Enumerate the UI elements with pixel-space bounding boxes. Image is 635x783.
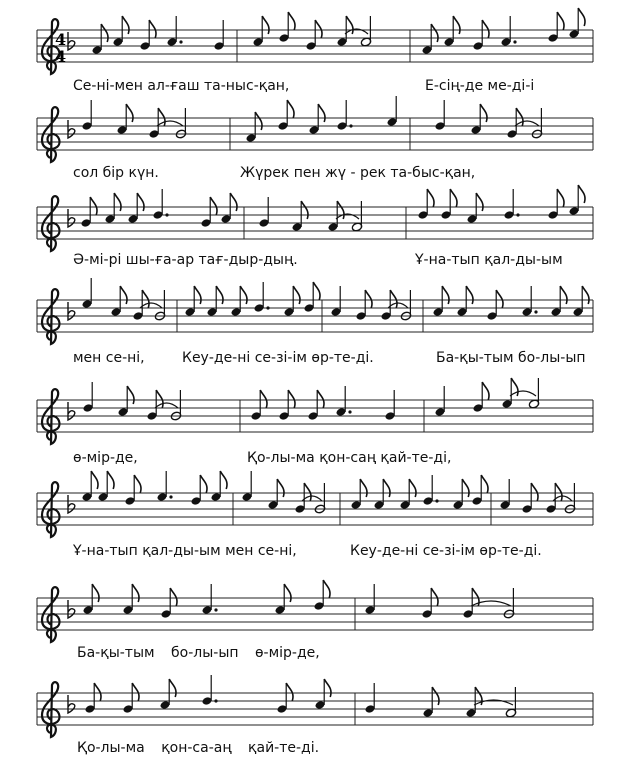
note-flag xyxy=(409,479,416,497)
note-flag xyxy=(288,390,295,408)
note-flag xyxy=(582,286,589,304)
note-flag xyxy=(360,479,367,497)
note-flag xyxy=(476,193,483,211)
note-flag xyxy=(262,16,269,34)
tie xyxy=(515,121,539,126)
note-flag xyxy=(92,584,99,602)
note-flag xyxy=(210,197,217,215)
note-flag xyxy=(301,201,308,219)
treble-clef xyxy=(42,389,59,444)
lyric-line: Кеу-де-ні се-зі-ім өр-те-ді. xyxy=(182,350,374,366)
lyric-line: Се-ні-мен ал-ғаш та-ныс-қан, xyxy=(73,78,290,94)
note-flag xyxy=(200,475,207,493)
lyric-line: Ба-қы-тым бо-лы-ып ө-мір-де, xyxy=(77,645,320,661)
note-flag xyxy=(286,683,293,701)
lyric-line: Ә-мі-рі шы-ға-ар тағ-дыр-дың. xyxy=(73,252,298,268)
flat-sign xyxy=(68,402,75,420)
note-flag xyxy=(324,679,331,697)
note-dot xyxy=(516,213,519,216)
note-flag xyxy=(134,475,141,493)
note-dot xyxy=(435,499,438,502)
note-flag xyxy=(287,100,294,118)
note-flag xyxy=(317,390,324,408)
note-flag xyxy=(132,683,139,701)
note-flag xyxy=(462,479,469,497)
treble-clef xyxy=(42,107,59,162)
note-flag xyxy=(466,286,473,304)
lyric-line: Кеу-де-ні се-зі-ім өр-те-ді. xyxy=(350,543,542,559)
note-flag xyxy=(240,286,247,304)
flat-sign xyxy=(68,600,75,618)
tie xyxy=(302,496,322,501)
note-dot xyxy=(214,608,217,611)
note-flag xyxy=(260,390,267,408)
note-dot xyxy=(266,306,269,309)
note-flag xyxy=(432,687,439,705)
note-flag xyxy=(442,286,449,304)
note-flag xyxy=(578,185,585,203)
note-flag xyxy=(107,471,114,489)
note-flag xyxy=(122,16,129,34)
note-flag xyxy=(170,588,177,606)
note-flag xyxy=(194,286,201,304)
note-flag xyxy=(114,193,121,211)
lyric-line: мен се-ні, xyxy=(73,350,145,366)
note-flag xyxy=(531,483,538,501)
note-flag xyxy=(149,20,156,38)
lyric-line: Қо-лы-ма қон-саң қай-те-ді, xyxy=(247,450,452,466)
lyric-line: Ұ-на-тып қал-ды-ым xyxy=(415,252,563,268)
note-flag xyxy=(431,588,438,606)
note-flag xyxy=(318,104,325,122)
note-flag xyxy=(427,189,434,207)
note-flag xyxy=(94,683,101,701)
note-flag xyxy=(365,290,372,308)
note-flag xyxy=(315,20,322,38)
note-flag xyxy=(557,12,564,30)
note-flag xyxy=(101,24,108,42)
note-flag xyxy=(482,382,489,400)
flat-sign xyxy=(68,495,75,513)
lyric-line: ө-мір-де, xyxy=(73,450,138,466)
lyric-line: Ұ-на-тып қал-ды-ым мен се-ні, xyxy=(73,543,297,559)
lyric-line: Е-сің-де ме-ді-і xyxy=(425,78,535,94)
note-dot xyxy=(165,213,168,216)
lyric-line: Қо-лы-ма қон-са-аң қай-те-ді. xyxy=(77,740,320,756)
note-flag xyxy=(313,282,320,300)
note-flag xyxy=(482,20,489,38)
lyric-line: сол бір күн. xyxy=(73,165,159,181)
flat-sign xyxy=(68,209,75,227)
note-flag xyxy=(127,386,134,404)
note-dot xyxy=(349,124,352,127)
tie xyxy=(140,303,162,308)
flat-sign xyxy=(68,302,75,320)
note-dot xyxy=(534,310,537,313)
note-flag xyxy=(230,193,237,211)
note-flag xyxy=(323,580,330,598)
note-flag xyxy=(169,679,176,697)
note-flag xyxy=(431,24,438,42)
note-flag xyxy=(481,475,488,493)
time-signature-numerator: 4 xyxy=(55,30,67,49)
treble-clef xyxy=(42,482,59,537)
treble-clef xyxy=(42,587,59,642)
note-flag xyxy=(126,104,133,122)
note-flag xyxy=(132,584,139,602)
note-flag xyxy=(91,471,98,489)
note-flag xyxy=(220,471,227,489)
note-flag xyxy=(383,479,390,497)
note-flag xyxy=(453,16,460,34)
time-signature-denominator: 4 xyxy=(55,47,67,66)
flat-sign xyxy=(68,32,75,50)
note-dot xyxy=(513,40,516,43)
note-flag xyxy=(255,112,262,130)
note-flag xyxy=(137,193,144,211)
flat-sign xyxy=(68,695,75,713)
lyric-line: Жүрек пен жү - рек та-быс-қан, xyxy=(240,165,476,181)
lyric-line: Ба-қы-тым бо-лы-ып xyxy=(436,350,586,366)
tie xyxy=(388,303,408,308)
tie xyxy=(157,121,183,126)
note-flag xyxy=(293,286,300,304)
note-flag xyxy=(480,104,487,122)
treble-clef xyxy=(42,289,59,344)
flat-sign xyxy=(68,120,75,138)
note-flag xyxy=(284,584,291,602)
note-flag xyxy=(578,8,585,26)
tie xyxy=(510,391,536,396)
treble-clef xyxy=(42,682,59,737)
tie xyxy=(155,403,178,408)
note-flag xyxy=(90,197,97,215)
note-flag xyxy=(496,290,503,308)
note-dot xyxy=(169,495,172,498)
note-flag xyxy=(450,189,457,207)
note-flag xyxy=(216,286,223,304)
note-flag xyxy=(557,189,564,207)
note-flag xyxy=(288,12,295,30)
note-flag xyxy=(560,286,567,304)
note-dot xyxy=(348,410,351,413)
note-dot xyxy=(179,40,182,43)
tie xyxy=(471,601,511,606)
note-flag xyxy=(277,479,284,497)
treble-clef xyxy=(42,196,59,251)
note-dot xyxy=(214,699,217,702)
note-flag xyxy=(120,286,127,304)
